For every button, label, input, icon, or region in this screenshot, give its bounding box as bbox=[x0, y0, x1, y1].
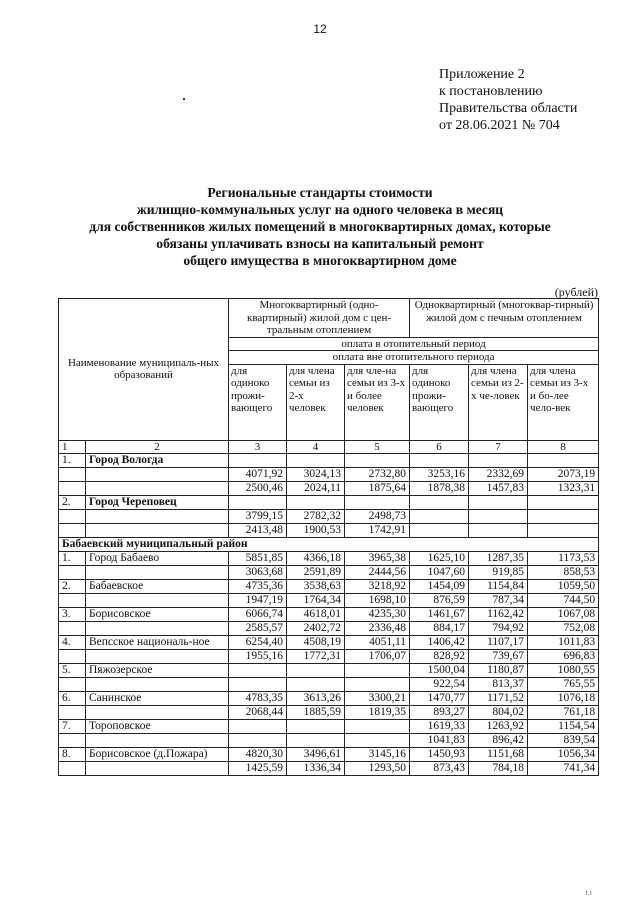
municipality-name bbox=[86, 734, 229, 748]
table-row bbox=[59, 706, 599, 720]
value-cell: 761,18 bbox=[528, 706, 599, 720]
row-number: 1. bbox=[59, 552, 86, 566]
empty-cell bbox=[345, 496, 410, 510]
value-cell: 828,92 bbox=[410, 650, 469, 664]
appendix-line: Приложение 2 bbox=[439, 67, 525, 82]
empty-cell bbox=[229, 454, 287, 468]
municipality-name bbox=[86, 482, 229, 496]
header-sub-col: для члена семьи из 2-х человек bbox=[287, 364, 345, 440]
appendix-line: Правительства области bbox=[439, 101, 578, 116]
value-cell bbox=[410, 510, 469, 524]
value-cell: 1336,34 bbox=[287, 762, 345, 776]
value-cell: 839,54 bbox=[528, 734, 599, 748]
table-row bbox=[59, 538, 599, 552]
value-cell bbox=[528, 524, 599, 538]
value-cell: 1619,33 bbox=[410, 720, 469, 734]
value-cell: 922,54 bbox=[410, 678, 469, 692]
table-row bbox=[59, 468, 599, 482]
row-number bbox=[59, 482, 86, 496]
value-cell: 4735,36 bbox=[229, 580, 287, 594]
value-cell: 739,67 bbox=[469, 650, 528, 664]
value-cell: 1955,16 bbox=[229, 650, 287, 664]
value-cell: 1263,92 bbox=[469, 720, 528, 734]
table-row bbox=[59, 594, 599, 608]
table-row bbox=[59, 748, 599, 762]
value-cell: 2498,73 bbox=[345, 510, 410, 524]
col-number: 7 bbox=[469, 440, 528, 454]
value-cell: 787,34 bbox=[469, 594, 528, 608]
value-cell bbox=[229, 734, 287, 748]
municipality-name: Вепсское националь-ное bbox=[86, 636, 229, 650]
table-row bbox=[59, 678, 599, 692]
value-cell: 3300,21 bbox=[345, 692, 410, 706]
table-row bbox=[59, 664, 599, 678]
unit-label: (рублей) bbox=[554, 285, 598, 299]
value-cell: 1173,53 bbox=[528, 552, 599, 566]
value-cell bbox=[287, 664, 345, 678]
row-number bbox=[59, 678, 86, 692]
value-cell: 1885,59 bbox=[287, 706, 345, 720]
value-cell: 1287,35 bbox=[469, 552, 528, 566]
value-cell: 1500,04 bbox=[410, 664, 469, 678]
value-cell: 2332,69 bbox=[469, 468, 528, 482]
col-number: 3 bbox=[229, 440, 287, 454]
value-cell: 2782,32 bbox=[287, 510, 345, 524]
municipality-name bbox=[86, 762, 229, 776]
value-cell: 1764,34 bbox=[287, 594, 345, 608]
table-row bbox=[59, 622, 599, 636]
title-line: обязаны уплачивать взносы на капитальный ремонт bbox=[156, 236, 484, 251]
value-cell: 4051,11 bbox=[345, 636, 410, 650]
value-cell: 1742,91 bbox=[345, 524, 410, 538]
municipality-name: Пяжозерское bbox=[86, 664, 229, 678]
title-line: Региональные стандарты стоимости bbox=[207, 185, 433, 200]
value-cell bbox=[410, 524, 469, 538]
value-cell: 1457,83 bbox=[469, 482, 528, 496]
row-number: 2. bbox=[59, 496, 86, 510]
value-cell: 893,27 bbox=[410, 706, 469, 720]
col-number: 1 bbox=[59, 440, 86, 454]
value-cell: 3496,61 bbox=[287, 748, 345, 762]
title-line: жилищно-коммунальных услуг на одного человека в месяц bbox=[136, 202, 504, 217]
appendix-block bbox=[439, 66, 577, 134]
value-cell: 3063,68 bbox=[229, 566, 287, 580]
row-number bbox=[59, 594, 86, 608]
value-cell: 784,18 bbox=[469, 762, 528, 776]
table-row bbox=[59, 482, 599, 496]
empty-cell bbox=[410, 454, 469, 468]
value-cell bbox=[287, 734, 345, 748]
municipality-name bbox=[86, 650, 229, 664]
row-number bbox=[59, 510, 86, 524]
value-cell: 4071,92 bbox=[229, 468, 287, 482]
value-cell: 3799,15 bbox=[229, 510, 287, 524]
value-cell: 1151,68 bbox=[469, 748, 528, 762]
row-number bbox=[59, 468, 86, 482]
municipality-name: Борисовское bbox=[86, 608, 229, 622]
row-number: 8. bbox=[59, 748, 86, 762]
value-cell: 1706,07 bbox=[345, 650, 410, 664]
table-row bbox=[59, 580, 599, 594]
value-cell: 4508,19 bbox=[287, 636, 345, 650]
value-cell: 3613,26 bbox=[287, 692, 345, 706]
value-cell: 1047,60 bbox=[410, 566, 469, 580]
value-cell: 1819,35 bbox=[345, 706, 410, 720]
row-number bbox=[59, 734, 86, 748]
municipality-name: Бабаевское bbox=[86, 580, 229, 594]
value-cell: 873,43 bbox=[410, 762, 469, 776]
value-cell: 4783,35 bbox=[229, 692, 287, 706]
value-cell bbox=[345, 664, 410, 678]
value-cell: 4235,30 bbox=[345, 608, 410, 622]
value-cell bbox=[287, 720, 345, 734]
table-row bbox=[59, 636, 599, 650]
value-cell: 896,42 bbox=[469, 734, 528, 748]
table-row bbox=[59, 510, 599, 524]
value-cell: 765,55 bbox=[528, 678, 599, 692]
value-cell: 2591,89 bbox=[287, 566, 345, 580]
col-number: 5 bbox=[345, 440, 410, 454]
value-cell: 2500,46 bbox=[229, 482, 287, 496]
municipality-name bbox=[86, 706, 229, 720]
value-cell: 752,08 bbox=[528, 622, 599, 636]
value-cell: 2413,48 bbox=[229, 524, 287, 538]
empty-cell bbox=[528, 454, 599, 468]
section-name: Город Череповец bbox=[86, 496, 229, 510]
empty-cell bbox=[469, 496, 528, 510]
value-cell: 3024,13 bbox=[287, 468, 345, 482]
value-cell: 696,83 bbox=[528, 650, 599, 664]
table-row bbox=[59, 608, 599, 622]
value-cell: 6254,40 bbox=[229, 636, 287, 650]
value-cell: 1293,50 bbox=[345, 762, 410, 776]
row-number: 3. bbox=[59, 608, 86, 622]
header-name-column: Наименование муниципаль-ных образований bbox=[59, 299, 229, 441]
municipality-name bbox=[86, 510, 229, 524]
row-number: 2. bbox=[59, 580, 86, 594]
value-cell: 1107,17 bbox=[469, 636, 528, 650]
header-non-heating-period: оплата вне отопительного периода bbox=[229, 351, 599, 365]
row-number bbox=[59, 524, 86, 538]
municipality-name: Тороповское bbox=[86, 720, 229, 734]
municipality-name bbox=[86, 678, 229, 692]
value-cell: 804,02 bbox=[469, 706, 528, 720]
value-cell bbox=[469, 510, 528, 524]
district-name: Бабаевский муниципальный район bbox=[59, 538, 599, 552]
value-cell: 2732,80 bbox=[345, 468, 410, 482]
header-sub-col: для чле-на семьи из 3-х и более человек bbox=[345, 364, 410, 440]
empty-cell bbox=[229, 496, 287, 510]
municipality-name bbox=[86, 594, 229, 608]
title-line: для собственников жилых помещений в многоквартирных домах, которые bbox=[89, 219, 551, 234]
municipality-name bbox=[86, 566, 229, 580]
value-cell bbox=[345, 720, 410, 734]
value-cell: 1080,55 bbox=[528, 664, 599, 678]
municipality-name bbox=[86, 524, 229, 538]
title-line: общего имущества в многоквартирном доме bbox=[183, 253, 457, 268]
value-cell: 1450,93 bbox=[410, 748, 469, 762]
value-cell: 3965,38 bbox=[345, 552, 410, 566]
value-cell: 1625,10 bbox=[410, 552, 469, 566]
value-cell: 2068,44 bbox=[229, 706, 287, 720]
value-cell: 2073,19 bbox=[528, 468, 599, 482]
table-row bbox=[59, 734, 599, 748]
table-row bbox=[59, 692, 599, 706]
value-cell: 1947,19 bbox=[229, 594, 287, 608]
header-sub-col: для одиноко прожи-вающего bbox=[229, 364, 287, 440]
value-cell: 1406,42 bbox=[410, 636, 469, 650]
row-number bbox=[59, 650, 86, 664]
empty-cell bbox=[469, 454, 528, 468]
table-row bbox=[59, 552, 599, 566]
row-number bbox=[59, 762, 86, 776]
row-number: 4. bbox=[59, 636, 86, 650]
municipality-name: Борисовское (д.Пожара) bbox=[86, 748, 229, 762]
table-row bbox=[59, 566, 599, 580]
table-row bbox=[59, 454, 599, 468]
value-cell: 3538,63 bbox=[287, 580, 345, 594]
page-number: 12 bbox=[313, 22, 327, 36]
value-cell bbox=[287, 678, 345, 692]
value-cell: 1461,67 bbox=[410, 608, 469, 622]
header-sub-col: для члена семьи из 2-х че-ловек bbox=[469, 364, 528, 440]
value-cell: 919,85 bbox=[469, 566, 528, 580]
value-cell bbox=[345, 734, 410, 748]
value-cell: 1171,52 bbox=[469, 692, 528, 706]
appendix-line: от 28.06.2021 № 704 bbox=[439, 118, 560, 133]
value-cell: 1154,84 bbox=[469, 580, 528, 594]
standards-table bbox=[58, 298, 599, 776]
value-cell: 2402,72 bbox=[287, 622, 345, 636]
value-cell: 1454,09 bbox=[410, 580, 469, 594]
value-cell: 884,17 bbox=[410, 622, 469, 636]
col-number: 6 bbox=[410, 440, 469, 454]
empty-cell bbox=[528, 496, 599, 510]
row-number: 1. bbox=[59, 454, 86, 468]
value-cell: 1425,59 bbox=[229, 762, 287, 776]
table-row bbox=[59, 496, 599, 510]
value-cell: 2444,56 bbox=[345, 566, 410, 580]
value-cell: 4366,18 bbox=[287, 552, 345, 566]
table-body bbox=[59, 299, 599, 776]
header-sub-col: для члена семьи из 3-х и бо-лее чело-век bbox=[528, 364, 599, 440]
header-group-central: Многоквартирный (одно-квартирный) жилой дом с цен-тральным отоплением bbox=[229, 299, 410, 338]
value-cell: 3253,16 bbox=[410, 468, 469, 482]
value-cell: 744,50 bbox=[528, 594, 599, 608]
col-number: 8 bbox=[528, 440, 599, 454]
value-cell: 1011,83 bbox=[528, 636, 599, 650]
value-cell: 4820,30 bbox=[229, 748, 287, 762]
section-name: Город Вологда bbox=[86, 454, 229, 468]
value-cell: 1772,31 bbox=[287, 650, 345, 664]
row-number: 6. bbox=[59, 692, 86, 706]
value-cell: 1900,53 bbox=[287, 524, 345, 538]
empty-cell bbox=[287, 454, 345, 468]
value-cell: 741,34 bbox=[528, 762, 599, 776]
value-cell: 1059,50 bbox=[528, 580, 599, 594]
empty-cell bbox=[345, 454, 410, 468]
value-cell: 794,92 bbox=[469, 622, 528, 636]
appendix-line: к постановлению bbox=[439, 84, 543, 99]
value-cell: 3218,92 bbox=[345, 580, 410, 594]
row-number bbox=[59, 622, 86, 636]
col-number: 4 bbox=[287, 440, 345, 454]
value-cell: 813,37 bbox=[469, 678, 528, 692]
value-cell: 1878,38 bbox=[410, 482, 469, 496]
value-cell: 1154,54 bbox=[528, 720, 599, 734]
value-cell: 4618,01 bbox=[287, 608, 345, 622]
value-cell: 5851,85 bbox=[229, 552, 287, 566]
value-cell bbox=[229, 678, 287, 692]
table-row bbox=[59, 524, 599, 538]
row-number bbox=[59, 566, 86, 580]
footer-mark: ı.ı bbox=[585, 888, 592, 897]
municipality-name: Санинское bbox=[86, 692, 229, 706]
value-cell: 1067,08 bbox=[528, 608, 599, 622]
table-row bbox=[59, 762, 599, 776]
header-heating-period: оплата в отопительный период bbox=[229, 337, 599, 351]
value-cell: 1162,42 bbox=[469, 608, 528, 622]
value-cell: 3145,16 bbox=[345, 748, 410, 762]
value-cell: 1470,77 bbox=[410, 692, 469, 706]
header-sub-col: для одиноко прожи-вающего bbox=[410, 364, 469, 440]
row-number: 7. bbox=[59, 720, 86, 734]
value-cell: 858,53 bbox=[528, 566, 599, 580]
municipality-name bbox=[86, 468, 229, 482]
municipality-name: Город Бабаево bbox=[86, 552, 229, 566]
col-number: 2 bbox=[86, 440, 229, 454]
empty-cell bbox=[287, 496, 345, 510]
value-cell: 6066,74 bbox=[229, 608, 287, 622]
value-cell bbox=[528, 510, 599, 524]
value-cell: 1041,83 bbox=[410, 734, 469, 748]
value-cell: 1698,10 bbox=[345, 594, 410, 608]
value-cell bbox=[469, 524, 528, 538]
table-row bbox=[59, 720, 599, 734]
value-cell: 1180,87 bbox=[469, 664, 528, 678]
value-cell: 1056,34 bbox=[528, 748, 599, 762]
stray-dot bbox=[183, 98, 185, 100]
value-cell bbox=[229, 720, 287, 734]
value-cell: 2336,48 bbox=[345, 622, 410, 636]
row-number: 5. bbox=[59, 664, 86, 678]
value-cell: 1323,31 bbox=[528, 482, 599, 496]
value-cell: 1076,18 bbox=[528, 692, 599, 706]
value-cell: 1875,64 bbox=[345, 482, 410, 496]
value-cell: 2024,11 bbox=[287, 482, 345, 496]
row-number bbox=[59, 706, 86, 720]
municipality-name bbox=[86, 622, 229, 636]
table-row bbox=[59, 650, 599, 664]
value-cell: 876,59 bbox=[410, 594, 469, 608]
header-group-stove: Одноквартирный (многоквар-тирный) жилой дом с печным отоплением bbox=[410, 299, 599, 338]
value-cell: 2585,57 bbox=[229, 622, 287, 636]
document-title bbox=[40, 184, 600, 269]
empty-cell bbox=[410, 496, 469, 510]
value-cell bbox=[345, 678, 410, 692]
value-cell bbox=[229, 664, 287, 678]
